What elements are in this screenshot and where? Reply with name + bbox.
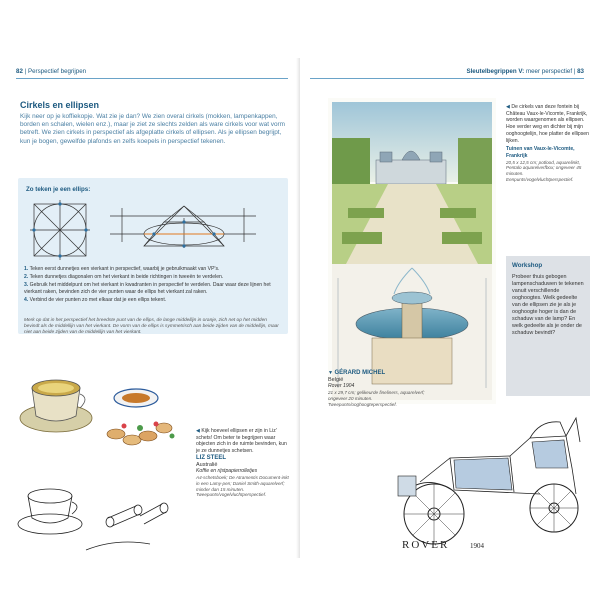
how-to-steps (24, 266, 282, 305)
step-item: 4. Verbind de vier punten zo met elkaar dat je een ellips tekent. (24, 297, 167, 304)
right-page (300, 58, 590, 558)
work-meta: A4-schetsboek; De Atramentis Document-inkt in een Lamy-pen; Daniel Smith-aquarelverf; minder dan 15 minuten. Tweepunts/vogelvluchtperspectief. (196, 474, 289, 498)
work-meta: 20,5 x 12,5 cm; potlood, aquarelinkt, Pentalo aquarelverfbox; ongeveer 45 minuten. Eenpunts/vogelvluchtperspectief. (506, 159, 582, 183)
intro-paragraph: Kijk neer op je koffiekopje. Wat zie je dan? We zien overal cirkels (mokken, lampenkappen, borden en schalen, wielen enz.), maar je ziet ze slechts zelden als ware cirkels voor wat vorm betreft. We zien cirkels in perspectief als afgeplatte cirkels of ellipsen. Als je ellipsen begrijpt, kun je bogen, gewelfde plafonds en zelfs koepels in perspectief tekenen. (20, 113, 285, 145)
right-section-title: meer perspectief (525, 68, 573, 75)
how-to-note: Merk op dat in het perspectief het breedste punt van de ellips, de lange middellijn in oranje, zich net op het midden bevindt als de middellijn van het vierkant. De vorm van de ellips is symmetrisch aan beide zijden van de middellijn, maar niet aan beide zijden van de middellijn van het vierkant. (24, 318, 279, 336)
artist-name: LIZ STEEL (196, 454, 226, 461)
artist-country: België (328, 376, 344, 383)
coffee-springrolls-sketch (16, 368, 194, 558)
right-series-title: Sleutelbegrippen V: (466, 68, 525, 75)
chateau-caption: ◀ De cirkels van deze fontein bij Château Vaux-le-Vicomte, Frankrijk, worden waargenomen als ellipsen. Hoe verder weg en dichter bij mijn ooghoogtelijn, hoe platter de ellipsen lijken. Tuinen van Vaux-le-Vicomte, Frankrijk 20,5 x 12,5 cm; potlood, aquarelinkt, Pentalo aquarelverfbox; ongeveer 45 minuten. Eenpunts/vogelvluchtperspectief. (506, 104, 589, 183)
work-title: Tuinen van Vaux-le-Vicomte, Frankrijk (506, 146, 575, 159)
workshop-title: Workshop (512, 262, 543, 269)
rover-car-sketch (390, 398, 586, 558)
work-title: Koffie en rijstpapierrolletjes (196, 468, 258, 475)
step-item: 1. Teken eerst dunnetjes een vierkant in perspectief, waarbij je gebruikmaakt van VP's. (24, 266, 220, 272)
chateau-fountain-painting (328, 98, 496, 404)
arrow-down-icon: ▼ (328, 370, 334, 376)
car-sketch-label: ROVER (402, 539, 450, 551)
workshop-box (506, 256, 590, 396)
work-meta: 21 x 29,7 cm; gelikeurde fineliners, aquarelverf; ongeveer 20 minuten. Tweepunts/ooghoogteperspectief. (328, 390, 425, 407)
how-to-ellipse-box (18, 178, 288, 334)
step-item: 2. Teken dunnetjes diagonalen om het vierkant in beide richtingen in tweeën te verdelen. (24, 274, 224, 281)
artist-name: GÉRARD MICHEL (334, 370, 386, 376)
left-page-number: 82 (16, 68, 23, 75)
cups-caption: ◀ Kijk hoeveel ellipsen er zijn in Liz' schets! Om beter te begrijpen waar objecten zich in de ruimte bevinden, kun je ze dunnetjes schetsen. LIZ STEEL Australië Koffie en rijstpapierrolletjes A4-schetsboek; De Atramentis Document-inkt in een Lamy-pen; Daniel Smith-aquarelverf; minder dan 15 minuten. Tweepunts/vogelvluchtperspectief. (196, 428, 292, 498)
right-page-header: Sleutelbegrippen V: meer perspectief | 83 (310, 68, 584, 79)
artist-country: Australië (196, 461, 218, 468)
how-to-title: Zo teken je een ellips: (26, 186, 91, 193)
car-sketch-year: 1904 (470, 542, 484, 550)
section-heading: Cirkels en ellipsen (20, 100, 100, 110)
step-item: 3. Gebruik het middelpunt om het vierkant in kwadranten in perspectief te verdelen. Daar waar deze lijnen het vierkant raken, bevinden zich de vier punten waar de ellips het vierkant zal raken. (24, 282, 271, 295)
workshop-body: Probeer thuis gebogen lampenschaduwen te tekenen vanuit verschillende ooghoogtes. Welk gedeelte van de ellipsen zie je als je ooghoogte hoger is dan de schaduw van de lamp? En welk gedeelte als je onder de schaduw bevindt? (512, 274, 584, 336)
arrow-left-icon: ◀ (506, 104, 510, 110)
arrow-left-icon: ◀ (196, 428, 200, 434)
left-page (10, 58, 298, 558)
ellipse-construction-diagram (26, 198, 280, 262)
left-section-title: Perspectief begrijpen (27, 68, 87, 75)
right-page-number: 83 (577, 68, 584, 75)
left-page-header: 82 | Perspectief begrijpen (16, 68, 288, 79)
work-title: Rover 1904 (328, 383, 355, 390)
